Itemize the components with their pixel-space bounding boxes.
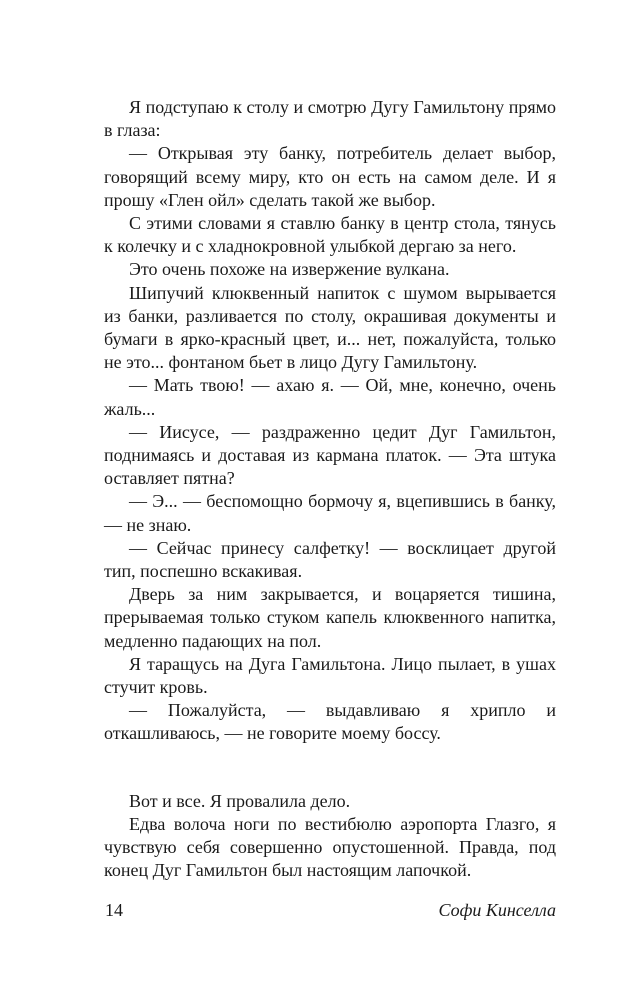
page-number: 14 — [105, 900, 123, 920]
paragraph: Едва волоча ноги по вестибюлю аэропорта Глазго, я чувствую себя совершенно опустошенной. Правда, под конец Дуг Гамильтон был настоящим лапочкой. — [104, 813, 556, 881]
paragraph: Это очень похоже на извержение вулкана. — [129, 259, 450, 280]
running-head-author: Софи Кинселла — [438, 900, 556, 920]
paragraph: Дверь за ним закрывается, и воцаряется тишина, прерываемая только стуком капель клюквенного напитка, медленно падающих на пол. — [104, 584, 556, 651]
paragraph: — Пожалуйста, — выдавливаю я хрипло и откашливаюсь, — не говорите моему боссу. — [104, 700, 556, 744]
paragraph: Я подступаю к столу и смотрю Дугу Гамильтону прямо в глаза: — [104, 97, 556, 141]
paragraph: — Иисусе, — раздраженно цедит Дуг Гамильтон, поднимаясь и доставая из кармана платок. — Эта штука оставляет пятна? — [104, 421, 556, 489]
paragraph: Я таращусь на Дуга Гамильтона. Лицо пылает, в ушах стучит кровь. — [104, 653, 556, 698]
paragraph: — Э... — беспомощно бормочу я, вцепившись в банку, — не знаю. — [104, 491, 556, 535]
paragraph: — Открывая эту банку, потребитель делает выбор, говорящий всему миру, кто он есть на самом деле. И я прошу «Глен ойл» сделать такой же выбор. — [104, 143, 556, 210]
paragraph: Шипучий клюквенный напиток с шумом вырывается из банки, разливается по столу, окрашивая документы и бумаги в ярко-красный цвет, и... нет, пожалуйста, только не это... фонтаном бьет в лицо Дугу Гамильтону. — [104, 282, 556, 373]
page-body — [104, 96, 556, 883]
paragraph: — Мать твою! — ахаю я. — Ой, мне, конечно, очень жаль... — [104, 375, 556, 419]
paragraph: С этими словами я ставлю банку в центр стола, тянусь к колечку и с хладнокровной улыбкой дергаю за него. — [104, 213, 556, 257]
paragraph: Вот и все. Я провалила дело. — [129, 790, 351, 811]
paragraph: — Сейчас принесу салфетку! — восклицает другой тип, поспешно вскакивая. — [104, 537, 556, 582]
section-break — [104, 746, 556, 790]
